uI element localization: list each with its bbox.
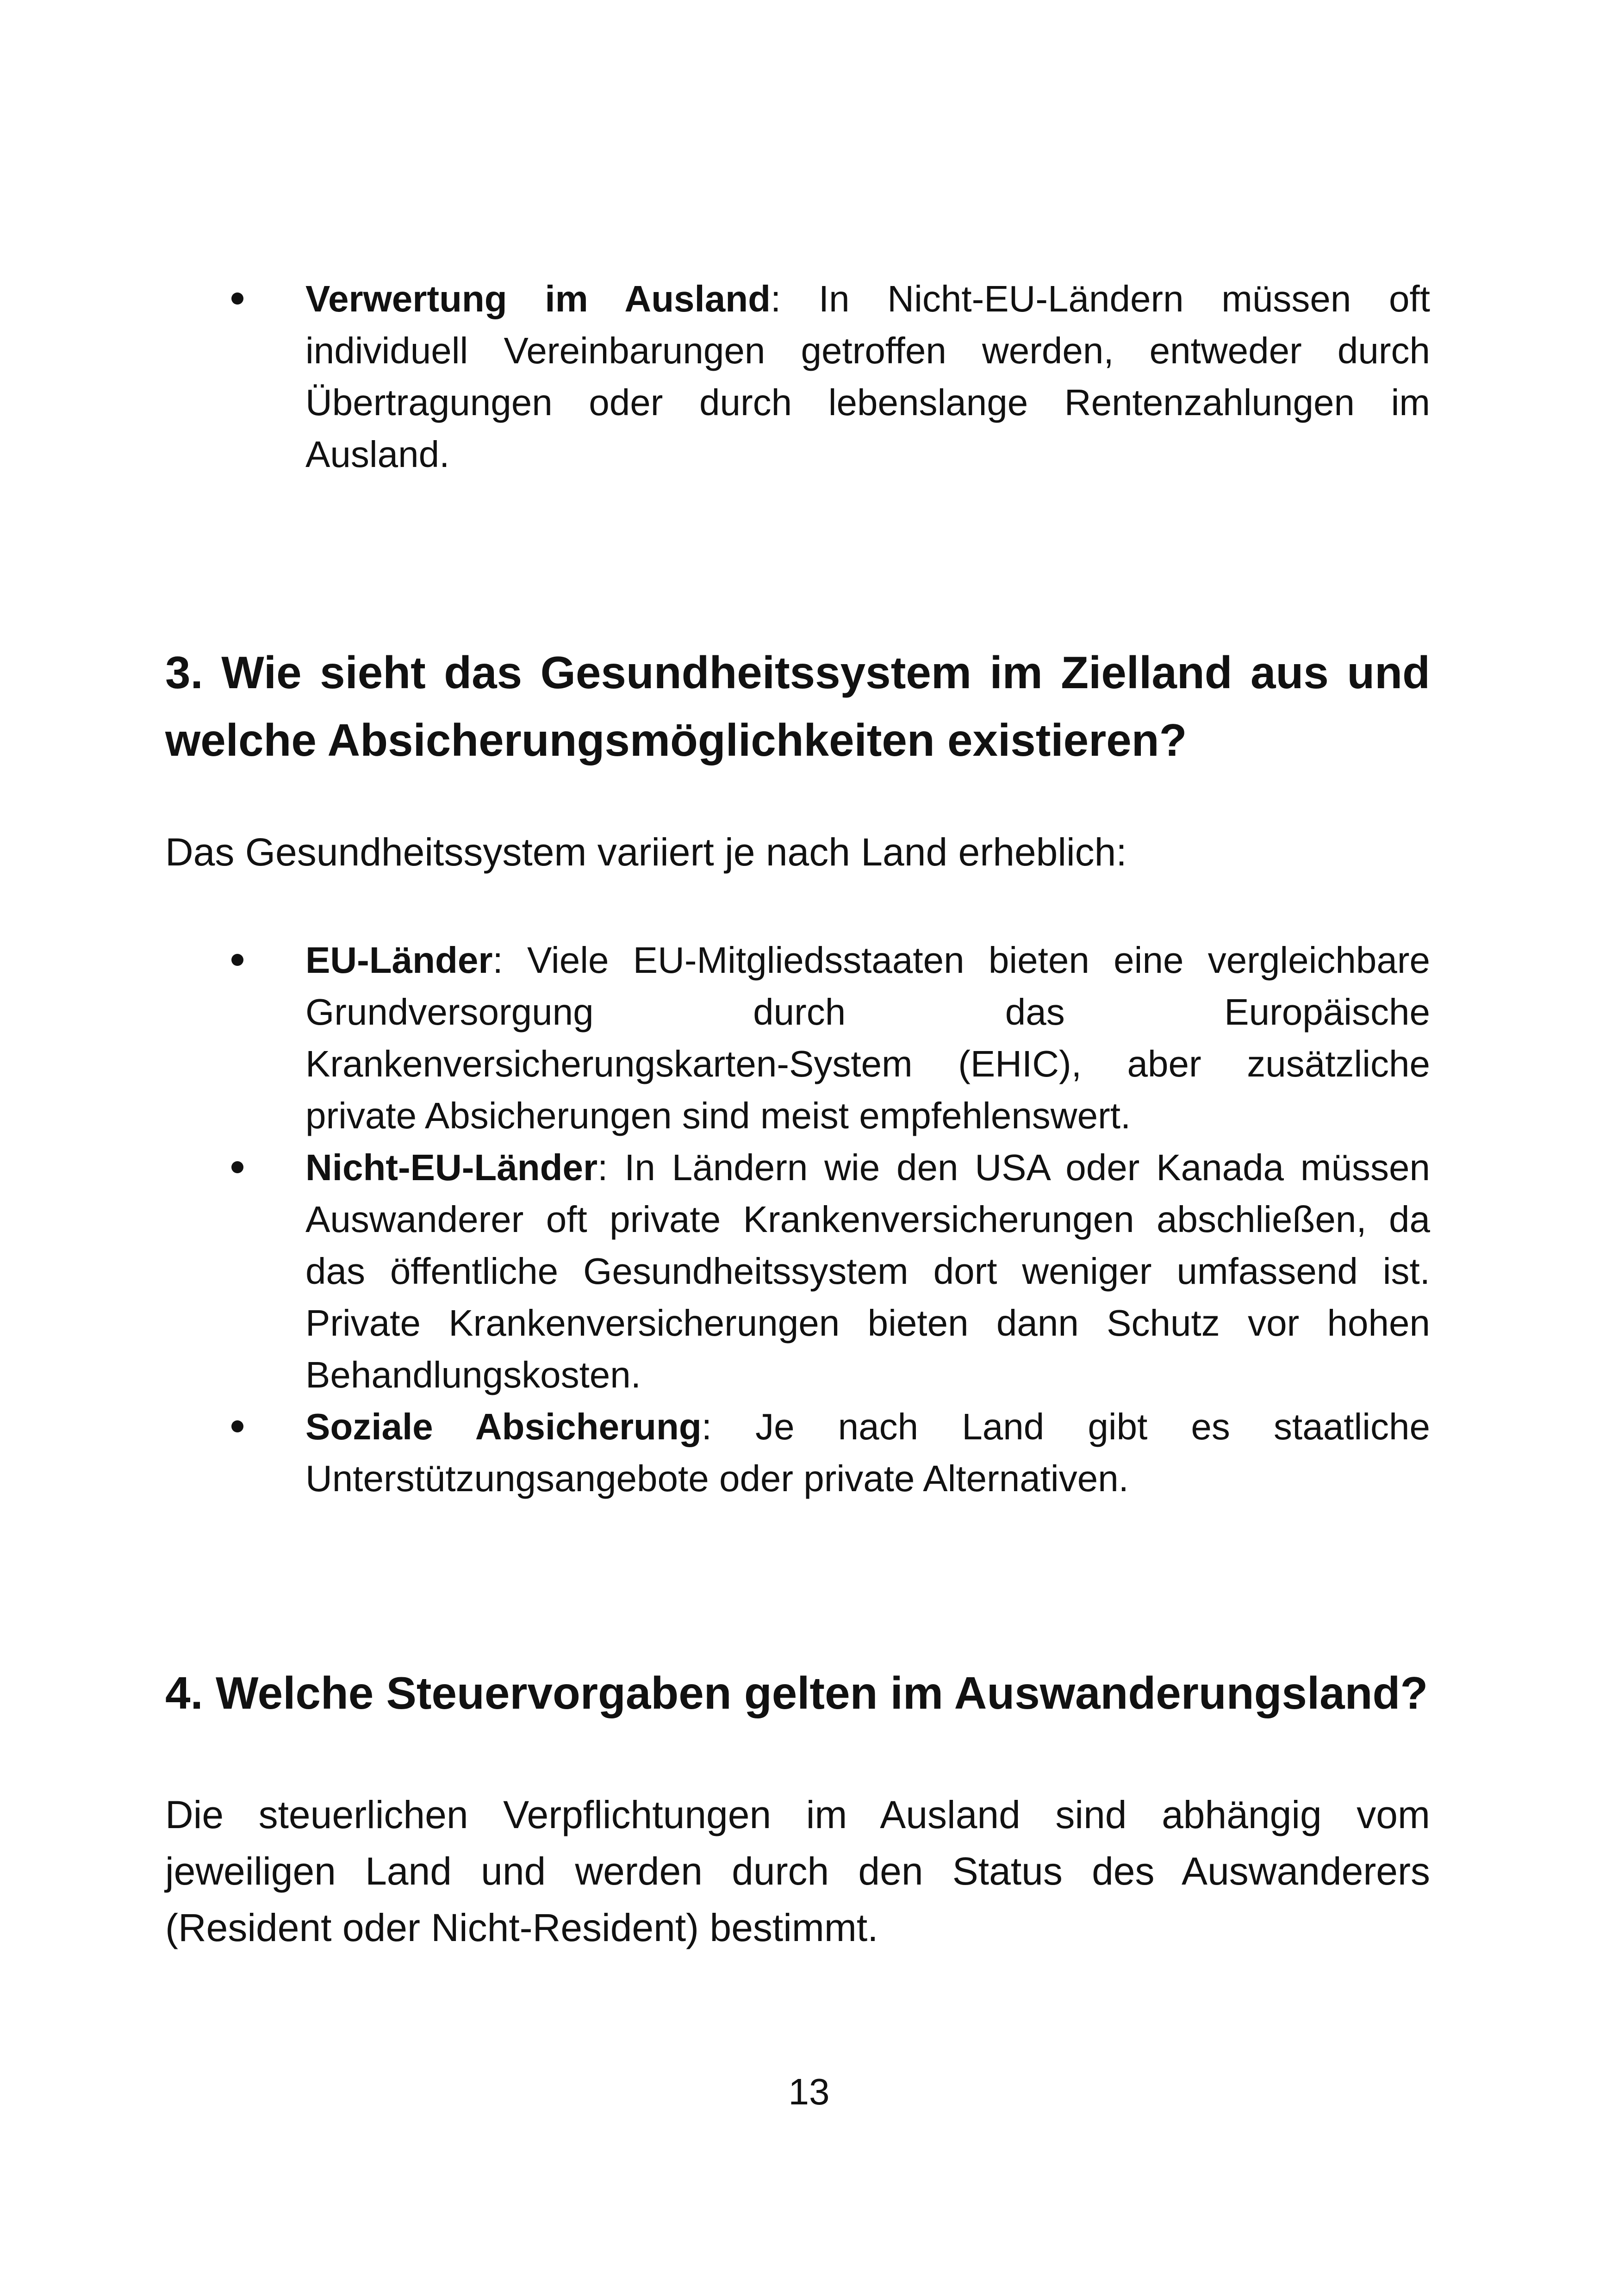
section-heading-health: 3. Wie sieht das Gesundheitssystem im Zielland aus und welche Absicherungsmöglichkeiten existieren? (165, 647, 1430, 765)
section-heading-tax: 4. Welche Steuervorgaben gelten im Auswanderungsland? (165, 1668, 1428, 1718)
bullet-list-pension (231, 273, 1430, 480)
section-intro-tax: Die steuerlichen Verpflichtungen im Ausland sind abhängig vom jeweiligen Land und werden durch den Status des Auswanderers (Resident oder Nicht-Resident) bestimmt. (165, 1793, 1430, 1949)
bullet-term: Soziale Absicherung (305, 1406, 702, 1447)
list-item (231, 1142, 1430, 1401)
bullet-icon (231, 1161, 243, 1173)
bullet-list-health (231, 934, 1430, 1505)
bullet-icon (231, 292, 243, 305)
list-item (231, 934, 1430, 1142)
page-number: 13 (788, 2071, 830, 2112)
list-item (231, 273, 1430, 480)
bullet-text: : In Nicht-EU-Ländern müssen oft individuell Vereinbarungen getroffen werden, entweder durch Übertragungen oder durch lebenslange Rentenzahlungen im Ausland. (305, 278, 1430, 475)
bullet-term: Verwertung im Ausland (305, 278, 771, 319)
bullet-icon (231, 954, 243, 966)
section-intro-health: Das Gesundheitssystem variiert je nach Land erheblich: (165, 830, 1127, 874)
list-item (231, 1401, 1430, 1505)
bullet-term: EU-Länder (305, 940, 493, 981)
bullet-term: Nicht-EU-Länder (305, 1147, 598, 1188)
bullet-icon (231, 1420, 243, 1432)
bullet-text: : Viele EU-Mitgliedsstaaten bieten eine vergleichbare Grundversorgung durch das Europäische Krankenversicherungskarten-System (EHIC), aber zusätzliche private Absicherungen sind meist empfehlenswert. (305, 940, 1430, 1136)
bullet-text: : In Ländern wie den USA oder Kanada müssen Auswanderer oft private Krankenversicherungen abschließen, da das öffentliche Gesundheitssystem dort weniger umfassend ist. Private Krankenversicherungen bieten dann Schutz vor hohen Behandlungskosten. (305, 1147, 1430, 1395)
bullet-text: : Je nach Land gibt es staatliche Unterstützungsangebote oder private Alternativen. (305, 1406, 1430, 1499)
